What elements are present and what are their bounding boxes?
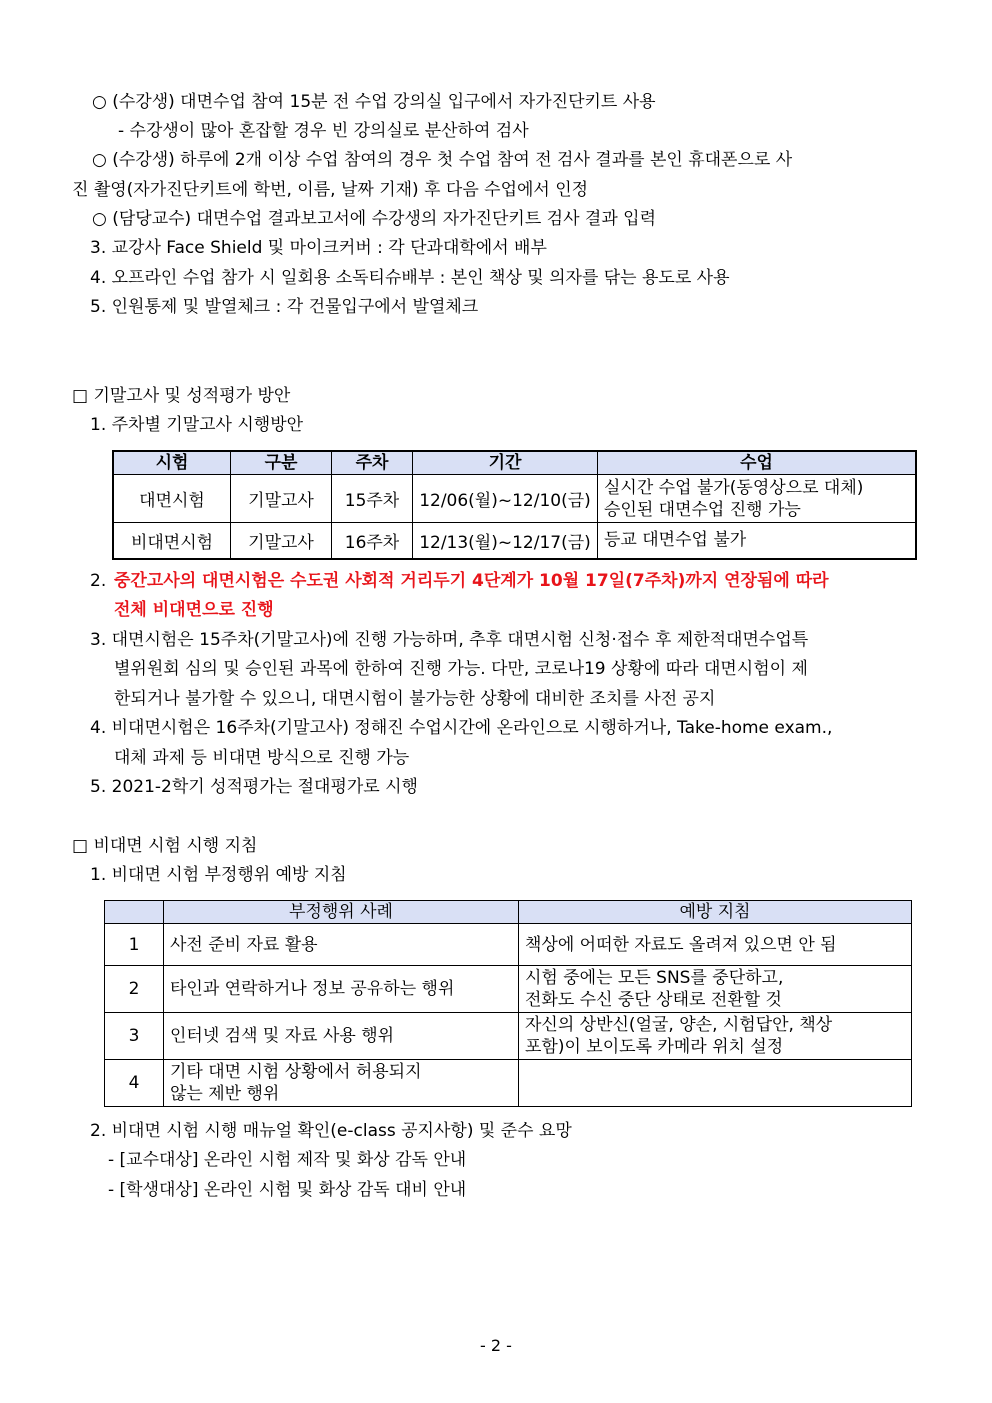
table-header-row xyxy=(105,901,912,924)
table-cell: 인터넷 검색 및 자료 사용 행위 xyxy=(164,1013,519,1060)
table-cell-line: 자신의 상반신(얼굴, 양손, 시험답안, 책상 xyxy=(525,1015,833,1035)
bullet-line-3: ○ (담당교수) 대면수업 결과보고서에 수강생의 자가진단키트 검사 결과 입력 xyxy=(92,209,656,229)
exam-schedule-table xyxy=(112,450,917,560)
table-cell xyxy=(519,1060,912,1107)
table-cell xyxy=(519,966,912,1013)
exam-item-5: 5. 2021-2학기 성적평가는 절대평가로 시행 xyxy=(90,777,418,797)
exam-item-3-cont: 별위원회 심의 및 승인된 과목에 한하여 진행 가능. 다만, 코로나19 상황에 따라 대면시험이 제 xyxy=(114,659,808,679)
table-cell: 대면시험 xyxy=(113,475,231,523)
table-row xyxy=(105,1060,912,1107)
table-cell-line: 등교 대면수업 불가 xyxy=(604,530,747,551)
table-cell: 12/13(월)~12/17(금) xyxy=(413,523,598,559)
table-header: 기간 xyxy=(413,451,598,475)
item-4-line: 4. 오프라인 수업 참가 시 일회용 소독티슈배부 : 본인 책상 및 의자를 닦는 용도로 사용 xyxy=(90,268,730,288)
table-cell xyxy=(164,1060,519,1107)
page-number: - 2 - xyxy=(480,1336,512,1355)
table-header: 구분 xyxy=(231,451,332,475)
table-cell: 비대면시험 xyxy=(113,523,231,559)
table-cell: 1 xyxy=(105,924,164,966)
table-row xyxy=(113,523,916,559)
table-header: 수업 xyxy=(598,451,917,475)
table-cell-line: 시험 중에는 모든 SNS를 중단하고, xyxy=(525,968,784,988)
section-heading-exam: □ 기말고사 및 성적평가 방안 xyxy=(72,386,291,406)
table-cell xyxy=(519,924,912,966)
table-cell xyxy=(519,1013,912,1060)
online-sub-professor: - [교수대상] 온라인 시험 제작 및 화상 감독 안내 xyxy=(108,1150,467,1170)
table-cell: 12/06(월)~12/10(금) xyxy=(413,475,598,523)
table-cell: 15주차 xyxy=(332,475,413,523)
bullet-subline-1: - 수강생이 많아 혼잡할 경우 빈 강의실로 분산하여 검사 xyxy=(118,121,529,141)
table-cell: 16주차 xyxy=(332,523,413,559)
table-header: 주차 xyxy=(332,451,413,475)
table-cell: 3 xyxy=(105,1013,164,1060)
table-cell-line: 책상에 어떠한 자료도 올려져 있으면 안 됨 xyxy=(525,934,837,955)
exam-item-2-highlight: 중간고사의 대면시험은 수도권 사회적 거리두기 4단계가 10월 17일(7주차)까지 연장됨에 따라 xyxy=(114,571,829,591)
table-cell: 4 xyxy=(105,1060,164,1107)
table-cell-line: 포함)이 보이도록 카메라 위치 설정 xyxy=(525,1037,784,1057)
item-3-line: 3. 교강사 Face Shield 및 마이크커버 : 각 단과대학에서 배부 xyxy=(90,238,547,258)
exam-item-1: 1. 주차별 기말고사 시행방안 xyxy=(90,415,304,435)
exam-item-4: 4. 비대면시험은 16주차(기말고사) 정해진 수업시간에 온라인으로 시행하거나, Take-home exam., xyxy=(90,718,833,738)
table-row xyxy=(105,966,912,1013)
table-header-row xyxy=(113,451,916,475)
exam-item-3: 3. 대면시험은 15주차(기말고사)에 진행 가능하며, 추후 대면시험 신청·접수 후 제한적대면수업특 xyxy=(90,630,809,650)
table-header: 예방 지침 xyxy=(519,901,912,924)
table-cell-line: 실시간 수업 불가(동영상으로 대체) xyxy=(604,477,864,498)
section-heading-online: □ 비대면 시험 시행 지침 xyxy=(72,836,258,856)
table-cell: 기말고사 xyxy=(231,475,332,523)
table-cell-line: 전화도 수신 중단 상태로 전환할 것 xyxy=(525,990,782,1010)
table-cell-line: 승인된 대면수업 진행 가능 xyxy=(604,499,801,520)
table-cell: 타인과 연락하거나 정보 공유하는 행위 xyxy=(164,966,519,1013)
bullet-line-1: ○ (수강생) 대면수업 참여 15분 전 수업 강의실 입구에서 자가진단키트 사용 xyxy=(92,92,656,112)
table-header xyxy=(105,901,164,924)
item-5-line: 5. 인원통제 및 발열체크 : 각 건물입구에서 발열체크 xyxy=(90,297,479,317)
table-cell-line: 기타 대면 시험 상황에서 허용되지 xyxy=(170,1062,422,1082)
bullet-line-2: ○ (수강생) 하루에 2개 이상 수업 참여의 경우 첫 수업 참여 전 검사 결과를 본인 휴대폰으로 사 xyxy=(92,150,793,170)
table-cell: 사전 준비 자료 활용 xyxy=(164,924,519,966)
table-cell: 2 xyxy=(105,966,164,1013)
table-row xyxy=(105,1013,912,1060)
exam-item-3-cont: 한되거나 불가할 수 있으니, 대면시험이 불가능한 상황에 대비한 조치를 사전 공지 xyxy=(114,689,716,709)
table-cell xyxy=(598,523,917,559)
table-cell-line: 않는 제반 행위 xyxy=(170,1084,280,1104)
exam-item-2-num: 2. xyxy=(90,571,107,591)
online-sub-student: - [학생대상] 온라인 시험 및 화상 감독 대비 안내 xyxy=(108,1180,467,1200)
table-cell: 기말고사 xyxy=(231,523,332,559)
online-item-2: 2. 비대면 시험 시행 매뉴얼 확인(e-class 공지사항) 및 준수 요망 xyxy=(90,1121,572,1141)
cheating-prevention-table xyxy=(104,900,912,1107)
exam-item-4-cont: 대체 과제 등 비대면 방식으로 진행 가능 xyxy=(114,748,410,768)
exam-item-2-highlight-cont: 전체 비대면으로 진행 xyxy=(114,600,274,620)
bullet-line-2-cont: 진 촬영(자가진단키트에 학번, 이름, 날짜 기재) 후 다음 수업에서 인정 xyxy=(72,180,589,200)
table-row xyxy=(113,475,916,523)
online-item-1: 1. 비대면 시험 부정행위 예방 지침 xyxy=(90,865,347,885)
table-row xyxy=(105,924,912,966)
table-header: 부정행위 사례 xyxy=(164,901,519,924)
table-cell xyxy=(598,475,917,523)
table-header: 시험 xyxy=(113,451,231,475)
